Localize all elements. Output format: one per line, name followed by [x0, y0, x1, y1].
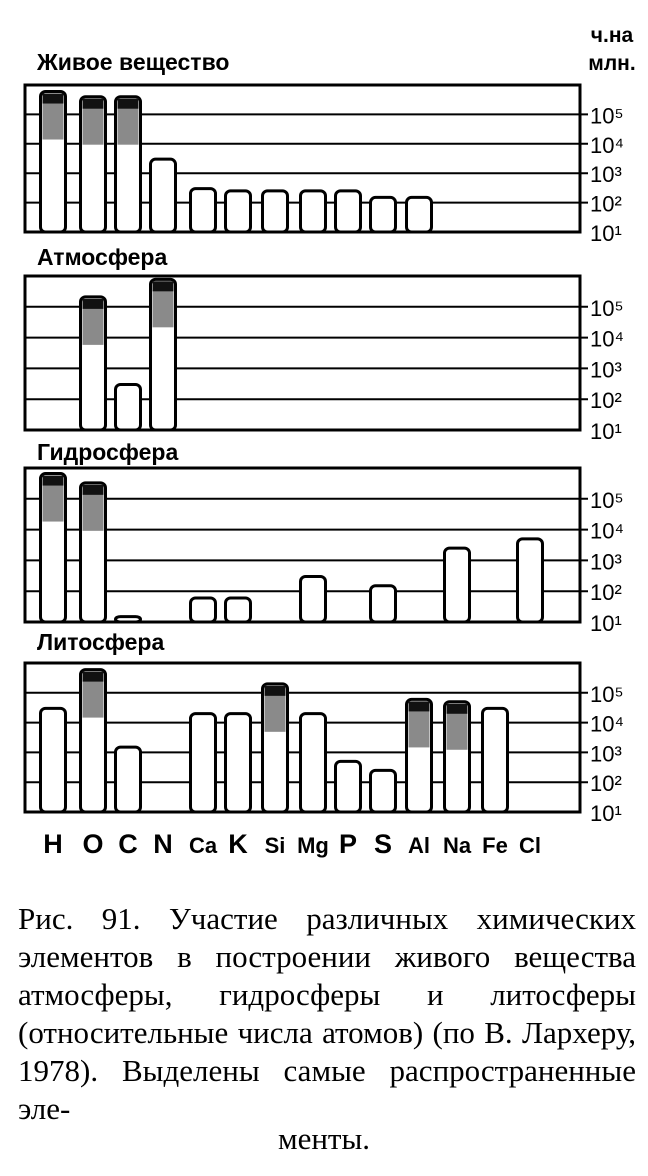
bar-c — [116, 617, 141, 622]
panel-4 — [25, 629, 624, 826]
bar-c — [116, 385, 141, 430]
bar-p — [336, 191, 361, 232]
bar-mg — [301, 577, 326, 622]
bar-s — [371, 770, 396, 812]
units-label-line2: млн. — [588, 52, 636, 75]
bar-highlight-cap-na — [447, 704, 468, 714]
y-tick-label: 10³ — [590, 357, 622, 383]
bar-cl — [518, 539, 543, 622]
y-tick-label: 10⁵ — [590, 295, 624, 321]
y-tick-label: 10⁵ — [590, 681, 624, 707]
x-label-al: Al — [408, 833, 430, 858]
bar-highlight-cap-h — [43, 94, 64, 104]
bar-highlight-cap-o — [83, 672, 104, 682]
panel-1 — [25, 49, 624, 246]
panel-title: Атмосфера — [37, 244, 168, 270]
y-tick-label: 10² — [590, 388, 622, 414]
y-tick-label: 10³ — [590, 741, 622, 767]
bar-highlight-cap-o — [83, 99, 104, 109]
bar-k — [226, 598, 251, 622]
x-label-p: P — [338, 829, 358, 859]
bar-s — [371, 197, 396, 232]
bar-highlight-cap-al — [409, 701, 430, 711]
figure-caption: Рис. 91. Участие различных химических элементов в построении живого вещества атмосферы, гидросферы и литосферы (относительные числа атомов) (по В. Лархеру, 1978). Выделены самые распространенные эле- — [18, 901, 636, 1126]
y-tick-label: 10⁵ — [590, 103, 624, 129]
x-label-c: C — [118, 829, 138, 859]
panel-3 — [25, 439, 624, 636]
bar-k — [226, 714, 251, 812]
y-tick-label: 10⁴ — [590, 132, 624, 158]
bar-fe — [483, 708, 508, 812]
x-label-s: S — [373, 829, 393, 859]
bar-highlight-cap-n — [153, 281, 174, 291]
y-tick-label: 10³ — [590, 549, 622, 575]
y-tick-label: 10¹ — [590, 801, 622, 826]
y-tick-label: 10³ — [590, 162, 622, 188]
units-label-line1: ч.на — [590, 24, 634, 47]
bar-highlight-cap-c — [118, 99, 139, 109]
x-label-cl: Cl — [519, 833, 541, 858]
x-label-h: H — [43, 829, 63, 859]
x-label-ca: Ca — [188, 833, 218, 858]
bar-na — [445, 548, 470, 622]
x-label-n: N — [153, 829, 173, 859]
panel-2 — [25, 244, 624, 444]
y-tick-label: 10⁴ — [590, 711, 624, 737]
panel-frame — [25, 276, 580, 430]
bar-highlight-cap-si — [265, 686, 286, 696]
x-label-si: Si — [264, 833, 286, 858]
x-label-o: O — [82, 829, 104, 859]
bar-si — [263, 191, 288, 232]
x-label-fe: Fe — [482, 833, 508, 858]
bar-highlight-cap-o — [83, 299, 104, 309]
bar-n — [151, 159, 176, 232]
bar-highlight-cap-h — [43, 476, 64, 486]
element-symbol-labels — [43, 829, 541, 859]
y-tick-label: 10⁴ — [590, 326, 624, 352]
x-label-mg: Mg — [297, 833, 329, 858]
panel-title: Литосфера — [37, 629, 165, 655]
bar-highlight-cap-o — [83, 485, 104, 495]
y-tick-label: 10⁵ — [590, 487, 624, 513]
bar-mg — [301, 714, 326, 812]
panel-title: Живое вещество — [37, 49, 230, 75]
bar-p — [336, 761, 361, 812]
bar-h — [41, 708, 66, 812]
y-tick-label: 10¹ — [590, 419, 622, 444]
x-label-na: Na — [442, 833, 472, 858]
bar-mg — [301, 191, 326, 232]
bar-ca — [191, 189, 216, 232]
y-tick-label: 10¹ — [590, 221, 622, 246]
bar-k — [226, 191, 251, 232]
panel-title: Гидросфера — [37, 439, 179, 465]
y-tick-label: 10⁴ — [590, 518, 624, 544]
x-label-k: K — [228, 829, 248, 859]
bar-s — [371, 586, 396, 622]
figure-caption-last-line: менты. — [277, 1121, 371, 1156]
bar-al — [407, 197, 432, 232]
y-tick-label: 10² — [590, 771, 622, 797]
bar-ca — [191, 598, 216, 622]
y-tick-label: 10¹ — [590, 611, 622, 636]
y-tick-label: 10² — [590, 580, 622, 606]
bar-ca — [191, 714, 216, 812]
bar-c — [116, 747, 141, 812]
y-tick-label: 10² — [590, 191, 622, 217]
